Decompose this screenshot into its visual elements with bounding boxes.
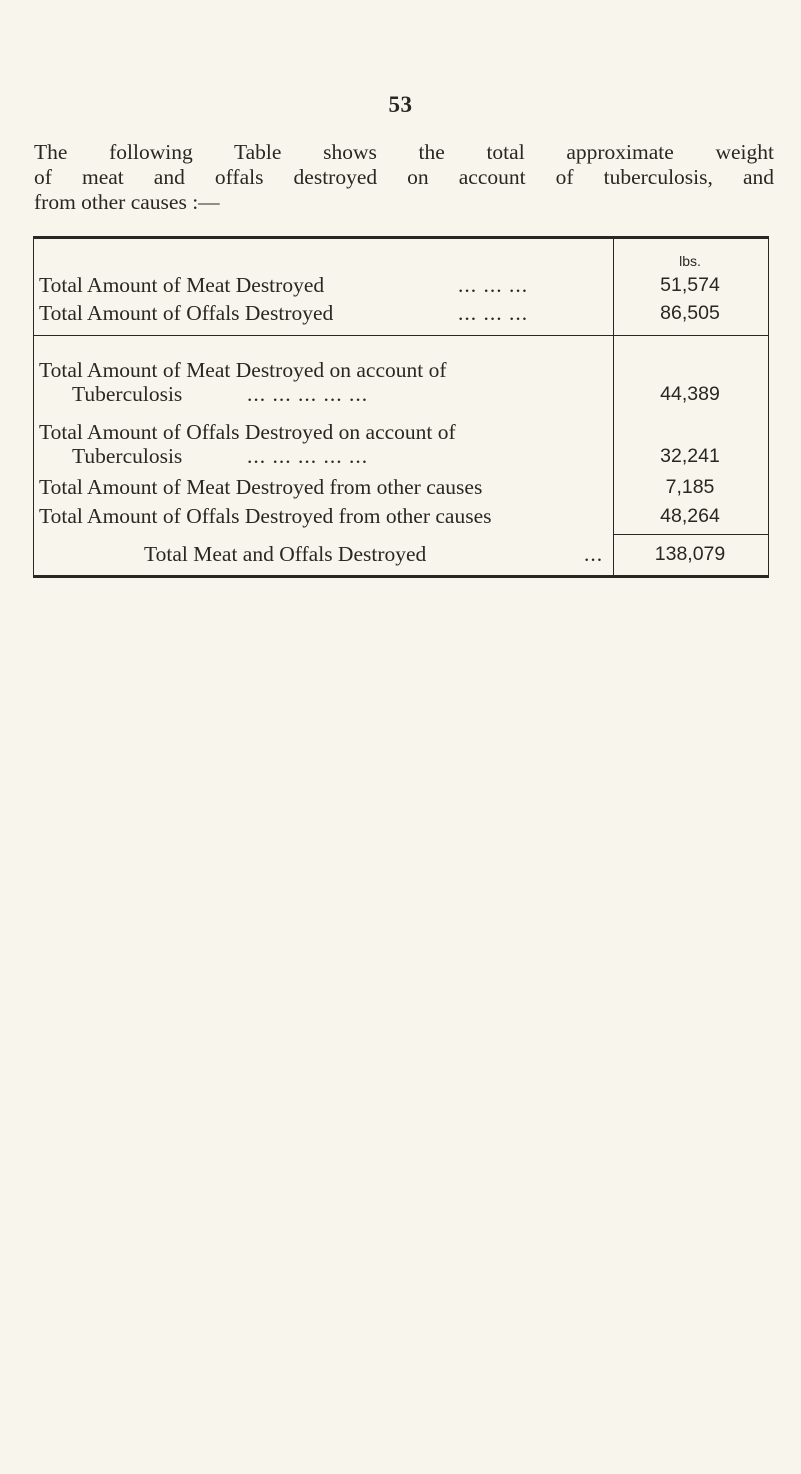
leader-dots: ... ... ... ... ... bbox=[247, 444, 369, 468]
row-label: Total Amount of Offals Destroyed from other causes bbox=[39, 504, 492, 528]
row-label: Total Amount of Meat Destroyed bbox=[39, 273, 325, 297]
page-number: 53 bbox=[388, 92, 413, 117]
section-divider bbox=[34, 335, 768, 336]
intro-line-3: from other causes :— bbox=[34, 190, 220, 214]
row-label: Total Amount of Offals Destroyed bbox=[39, 301, 334, 325]
total-label: Total Meat and Offals Destroyed bbox=[144, 542, 427, 566]
destroyed-meat-table bbox=[33, 236, 769, 578]
row-value: 7,185 bbox=[665, 476, 715, 498]
row-value: 86,505 bbox=[660, 302, 720, 324]
leader-dots: ... ... ... bbox=[458, 273, 529, 297]
total-rule bbox=[613, 534, 768, 535]
intro-paragraph bbox=[34, 140, 774, 215]
row-value: 51,574 bbox=[660, 274, 720, 296]
row-label: Total Amount of Meat Destroyed from other causes bbox=[39, 475, 483, 499]
row-value: 32,241 bbox=[660, 445, 720, 467]
row-label-line2: Tuberculosis bbox=[72, 382, 183, 406]
row-value: 44,389 bbox=[660, 383, 720, 405]
intro-line-2: of meat and offals destroyed on account of tuberculosis, and bbox=[34, 165, 774, 189]
total-value: 138,079 bbox=[654, 543, 726, 565]
row-label-line1: Total Amount of Meat Destroyed on account of bbox=[39, 358, 447, 382]
unit-header: lbs. bbox=[679, 253, 701, 269]
leader-dots: ... ... ... ... ... bbox=[247, 382, 369, 406]
leader-dots: ... bbox=[584, 542, 604, 566]
leader-dots: ... ... ... bbox=[458, 301, 529, 325]
row-value: 48,264 bbox=[660, 505, 720, 527]
row-label-line1: Total Amount of Offals Destroyed on account of bbox=[39, 420, 456, 444]
intro-line-1: The following Table shows the total approximate weight bbox=[34, 140, 774, 164]
row-label-line2: Tuberculosis bbox=[72, 444, 183, 468]
column-divider bbox=[613, 239, 614, 575]
